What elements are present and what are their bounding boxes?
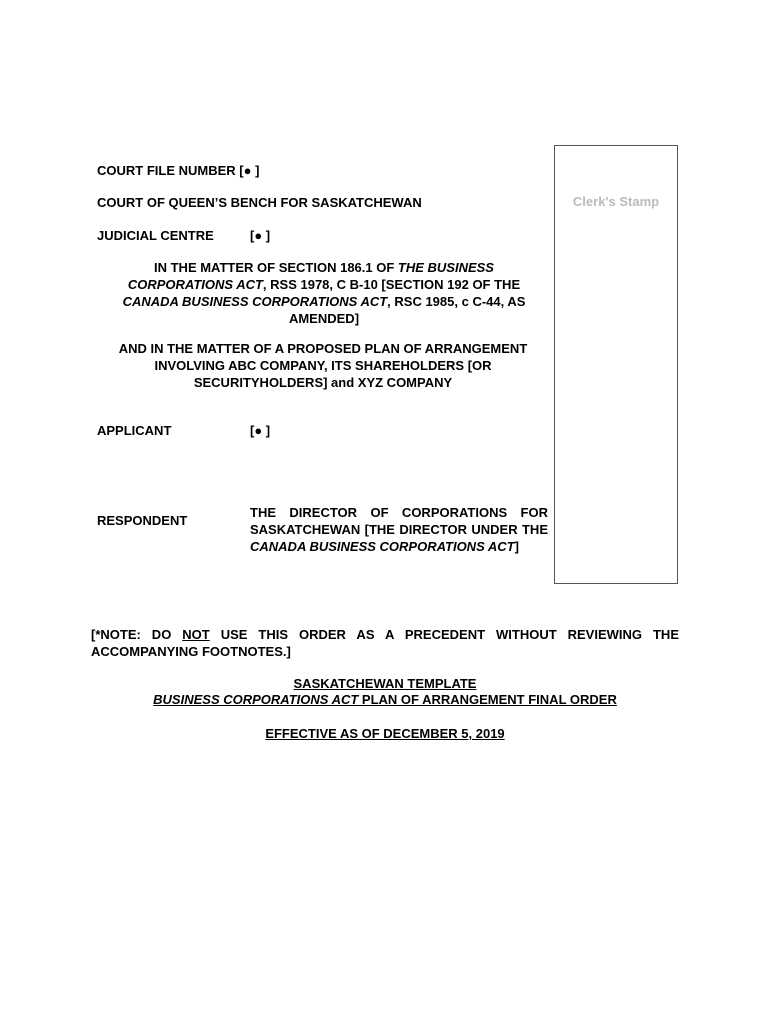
- court-name: COURT OF QUEEN’S BENCH FOR SASKATCHEWAN: [97, 195, 422, 210]
- court-file-number-row: [97, 162, 259, 179]
- effective-date-row: [0, 725, 770, 742]
- respondent-text-end: ]: [514, 539, 519, 554]
- respondent-text: THE DIRECTOR OF CORPORATIONS FOR SASKATCHEWAN [THE DIRECTOR UNDER THE: [250, 505, 548, 537]
- matter1-text: IN THE MATTER OF SECTION 186.1 OF: [154, 260, 398, 275]
- respondent-label: RESPONDENT: [97, 513, 188, 528]
- applicant-label: APPLICANT: [97, 423, 172, 438]
- judicial-centre-value: [● ]: [250, 228, 271, 243]
- matter1-act-title: THE BUSINESS CORPORATIONS ACT: [127, 260, 494, 292]
- template-title: SASKATCHEWAN TEMPLATE: [293, 676, 477, 691]
- applicant-value: [● ]: [250, 423, 271, 438]
- effective-date: EFFECTIVE AS OF DECEMBER 5, 2019: [265, 726, 505, 741]
- clerks-stamp-label: Clerk's Stamp: [572, 194, 660, 209]
- judicial-centre-label: JUDICIAL CENTRE: [97, 228, 214, 243]
- template-order-title: PLAN OF ARRANGEMENT FINAL ORDER: [358, 692, 617, 707]
- precedent-note: [91, 626, 679, 660]
- template-line-2: [0, 691, 770, 708]
- matter-section-186: [100, 259, 548, 327]
- template-line-1: [0, 675, 770, 692]
- matter1-text-2: , RSS 1978, C B-10 [SECTION 192 OF THE: [262, 277, 521, 292]
- respondent-cbca-title: CANADA BUSINESS CORPORATIONS ACT: [250, 539, 515, 554]
- note-text: [*NOTE: DO: [91, 627, 183, 642]
- court-file-number-value: [● ]: [239, 163, 260, 178]
- note-text-2: USE THIS ORDER AS A PRECEDENT WITHOUT REVIEWING THE ACCOMPANYING FOOTNOTES.]: [91, 627, 679, 659]
- matter1-cbca-title: CANADA BUSINESS CORPORATIONS ACT: [122, 294, 388, 309]
- template-act-title: BUSINESS CORPORATIONS ACT: [153, 692, 359, 707]
- respondent-value: [250, 504, 548, 555]
- clerks-stamp-box: [554, 145, 678, 584]
- matter1-text-3: , RSC 1985, c C-44, AS AMENDED]: [288, 294, 526, 326]
- note-not-emphasis: NOT: [182, 627, 210, 642]
- court-file-number-label: COURT FILE NUMBER: [97, 163, 236, 178]
- matter-plan-of-arrangement: AND IN THE MATTER OF A PROPOSED PLAN OF ARRANGEMENT INVOLVING ABC COMPANY, ITS SHAREHOLDERS [OR SECURITYHOLDERS] and XYZ COMPANY: [118, 341, 528, 390]
